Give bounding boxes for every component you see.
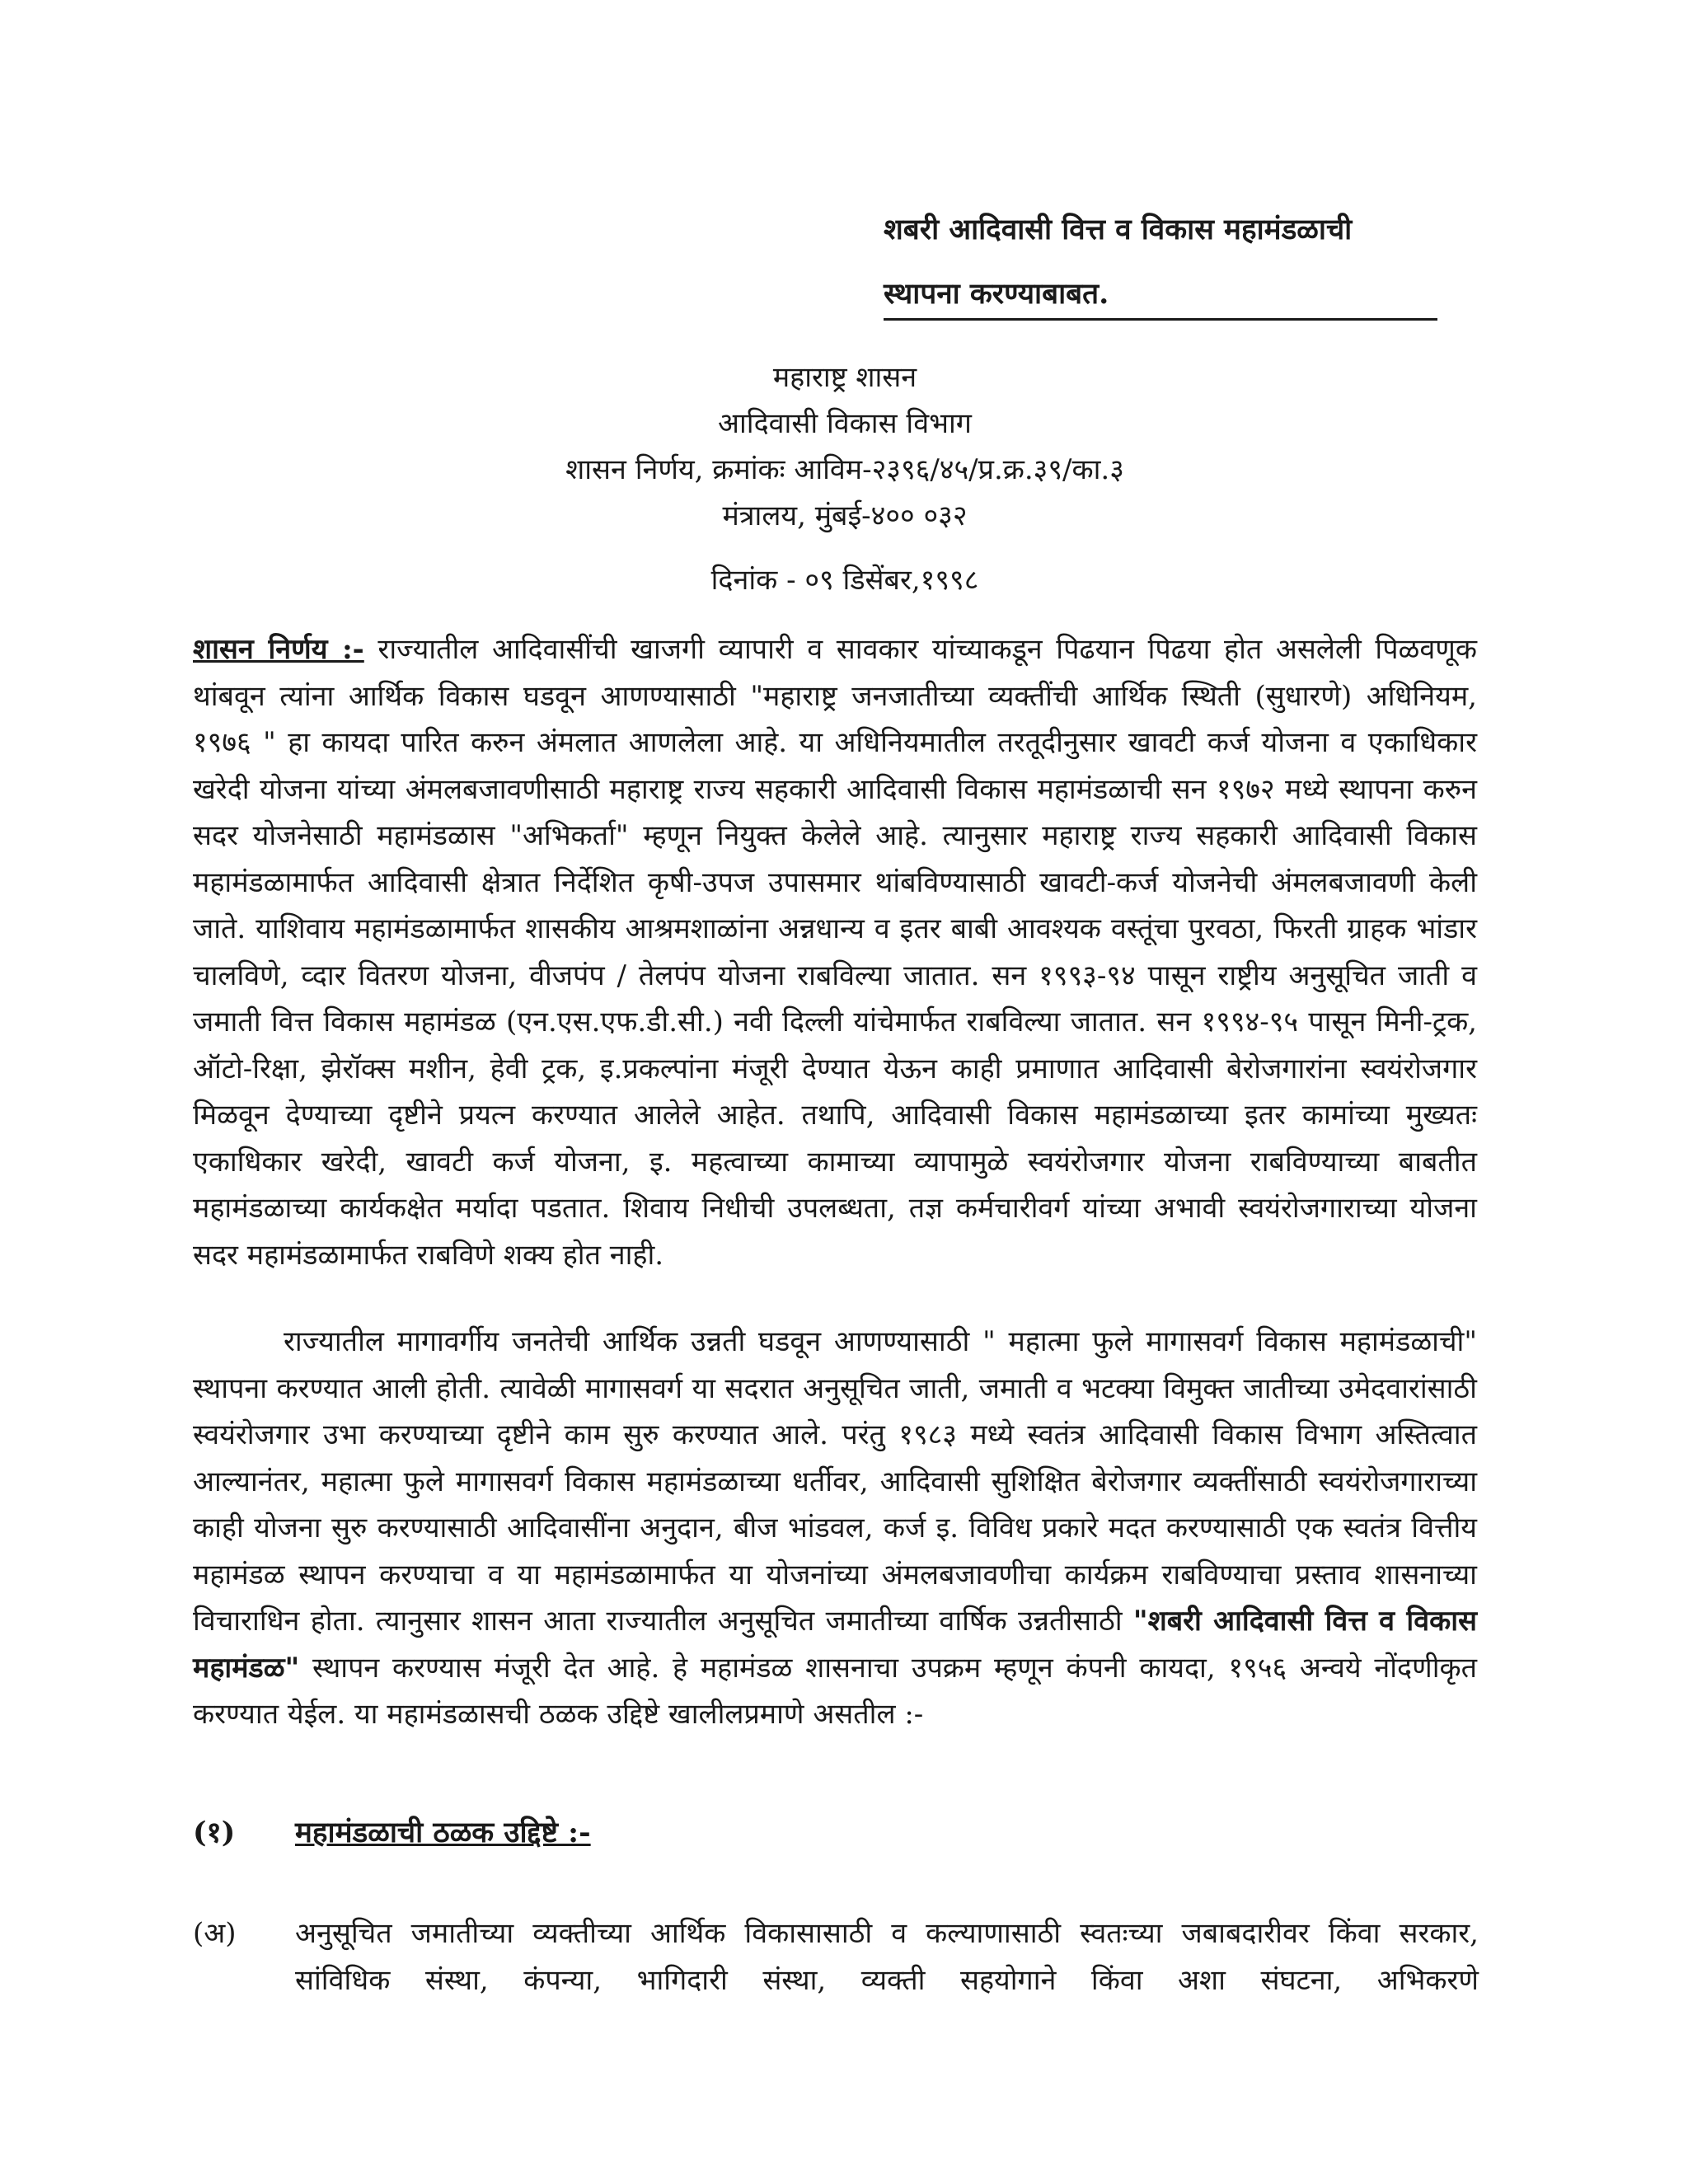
paragraph-2-text-b: स्थापन करण्यास मंजूरी देत आहे. हे महामंडळ शासनाचा उपक्रम म्हणून कंपनी कायदा, १९५६ अन्वये नोंदणीकृत करण्यात येईल. या महामंडळासची ठळक उद्दिष्टे खालीलप्रमाणे असतील :- <box>193 1651 1477 1731</box>
government-name: महाराष्ट्र शासन <box>772 361 917 394</box>
office-address: मंत्रालय, मुंबई-४०० ०३२ <box>722 499 968 532</box>
subject-line-2: स्थापना करण्याबाबत. <box>884 274 1437 321</box>
resolution-paragraph-1 <box>193 626 1477 1278</box>
resolution-number: शासन निर्णय, क्रमांकः आविम-२३९६/४५/प्र.क्र.३९/का.३ <box>565 453 1124 486</box>
department-name: आदिवासी विकास विभाग <box>718 407 972 440</box>
item-marker: (अ) <box>193 1917 237 1950</box>
resolution-date: दिनांक - ०९ डिसेंबर,१९९८ <box>710 564 979 597</box>
section-number: (१) <box>193 1816 236 1849</box>
corporation-name: "शबरी आदिवासी वित्त व विकास महामंडळ" <box>193 1605 1477 1685</box>
paragraph-2-text-a: राज्यातील मागावर्गीय जनतेची आर्थिक उन्नती घडवून आणण्यासाठी " महात्मा फुले मागासवर्ग विकास महामंडळाची" स्थापना करण्यात आली होती. त्यावेळी मागासवर्ग या सदरात अनुसूचित जाती, जमाती व भटक्या विमुक्त जातीच्या उमेदवारांसाठी स्वयंरोजगार उभा करण्याच्या दृष्टीने काम सुरु करण्यात आले. परंतु १९८३ मध्ये स्वतंत्र आदिवासी विकास विभाग अस्तित्वात आल्यानंतर, महात्मा फुले मागासवर्ग विकास महामंडळाच्या धर्तीवर, आदिवासी सुशिक्षित बेरोजगार व्यक्तींसाठी स्वयंरोजगाराच्या काही योजना सुरु करण्यासाठी आदिवासींना अनुदान, बीज भांडवल, कर्ज इ. विविध प्रकारे मदत करण्यासाठी एक स्वतंत्र वित्तीय महामंडळ स्थापन करण्याचा व या महामंडळामार्फत या योजनांच्या अंमलबजावणीचा कार्यक्रम राबविण्याचा प्रस्ताव शासनाच्या विचाराधिन होता. त्यानुसार शासन आता राज्यातील अनुसूचित जमातीच्या वार्षिक उन्नतीसाठी <box>193 1325 1477 1638</box>
subject-line-1: शबरी आदिवासी वित्त व विकास महामंडळाची <box>884 213 1353 246</box>
paragraph-1-text: राज्यातील आदिवासींची खाजगी व्यापारी व सावकार यांच्याकडून पिढयान पिढया होत असलेली पिळवणूक थांबवून त्यांना आर्थिक विकास घडवून आणण्यासाठी "महाराष्ट्र जनजातीच्या व्यक्तींची आर्थिक स्थिती (सुधारणे) अधिनियम, १९७६ " हा कायदा पारित करुन अंमलात आणलेला आहे. या अधिनियमातील तरतूदीनुसार खावटी कर्ज योजना व एकाधिकार खरेदी योजना यांच्या अंमलबजावणीसाठी महाराष्ट्र राज्य सहकारी आदिवासी विकास महामंडळाची सन १९७२ मध्ये स्थापना करुन सदर योजनेसाठी महामंडळास "अभिकर्ता" म्हणून नियुक्त केलेले आहे. त्यानुसार महाराष्ट्र राज्य सहकारी आदिवासी विकास महामंडळामार्फत आदिवासी क्षेत्रात निर्देशित कृषी-उपज उपासमार थांबविण्यासाठी खावटी-कर्ज योजनेची अंमलबजावणी केली जाते. याशिवाय महामंडळामार्फत शासकीय आश्रमशाळांना अन्नधान्य व इतर बाबी आवश्यक वस्तूंचा पुरवठा, फिरती ग्राहक भांडार चालविणे, व्दार वितरण योजना, वीजपंप / तेलपंप योजना राबविल्या जातात. सन १९९३-९४ पासून राष्ट्रीय अनुसूचित जाती व जमाती वित्त विकास महामंडळ (एन.एस.एफ.डी.सी.) नवी दिल्ली यांचेमार्फत राबविल्या जातात. सन १९९४-९५ पासून मिनी-ट्रक, ऑटो-रिक्षा, झेरॉक्स मशीन, हेवी ट्रक, इ.प्रकल्पांना मंजूरी देण्यात येऊन काही प्रमाणात आदिवासी बेरोजगारांना स्वयंरोजगार मिळवून देण्याच्या दृष्टीने प्रयत्न करण्यात आलेले आहेत. तथापि, आदिवासी विकास महामंडळाच्या इतर कामांच्या मुख्यतः एकाधिकार खरेदी, खावटी कर्ज योजना, इ. महत्वाच्या कामाच्या व्यापामुळे स्वयंरोजगार योजना राबविण्याच्या बाबतीत महामंडळाच्या कार्यकक्षेत मर्यादा पडतात. शिवाय निधीची उपलब्धता, तज्ञ कर्मचारीवर्ग यांच्या अभावी स्वयंरोजगाराच्या योजना सदर महामंडळामार्फत राबविणे शक्य होत नाही. <box>193 633 1477 1272</box>
resolution-header <box>206 354 1484 603</box>
section-title: महामंडळाची ठळक उद्दिष्टे :- <box>295 1816 591 1849</box>
subject-heading <box>884 198 1461 326</box>
resolution-paragraph-2 <box>193 1319 1477 1738</box>
resolution-label: शासन निर्णय :- <box>193 633 364 666</box>
item-text: अनुसूचित जमातीच्या व्यक्तीच्या आर्थिक विकासासाठी व कल्याणासाठी स्वतःच्या जबाबदारीवर किंवा सरकार, सांविधिक संस्था, कंपन्या, भागिदारी संस्था, व्यक्ती सहयोगाने किंवा अशा संघटना, अभिकरणे <box>295 1917 1479 1997</box>
